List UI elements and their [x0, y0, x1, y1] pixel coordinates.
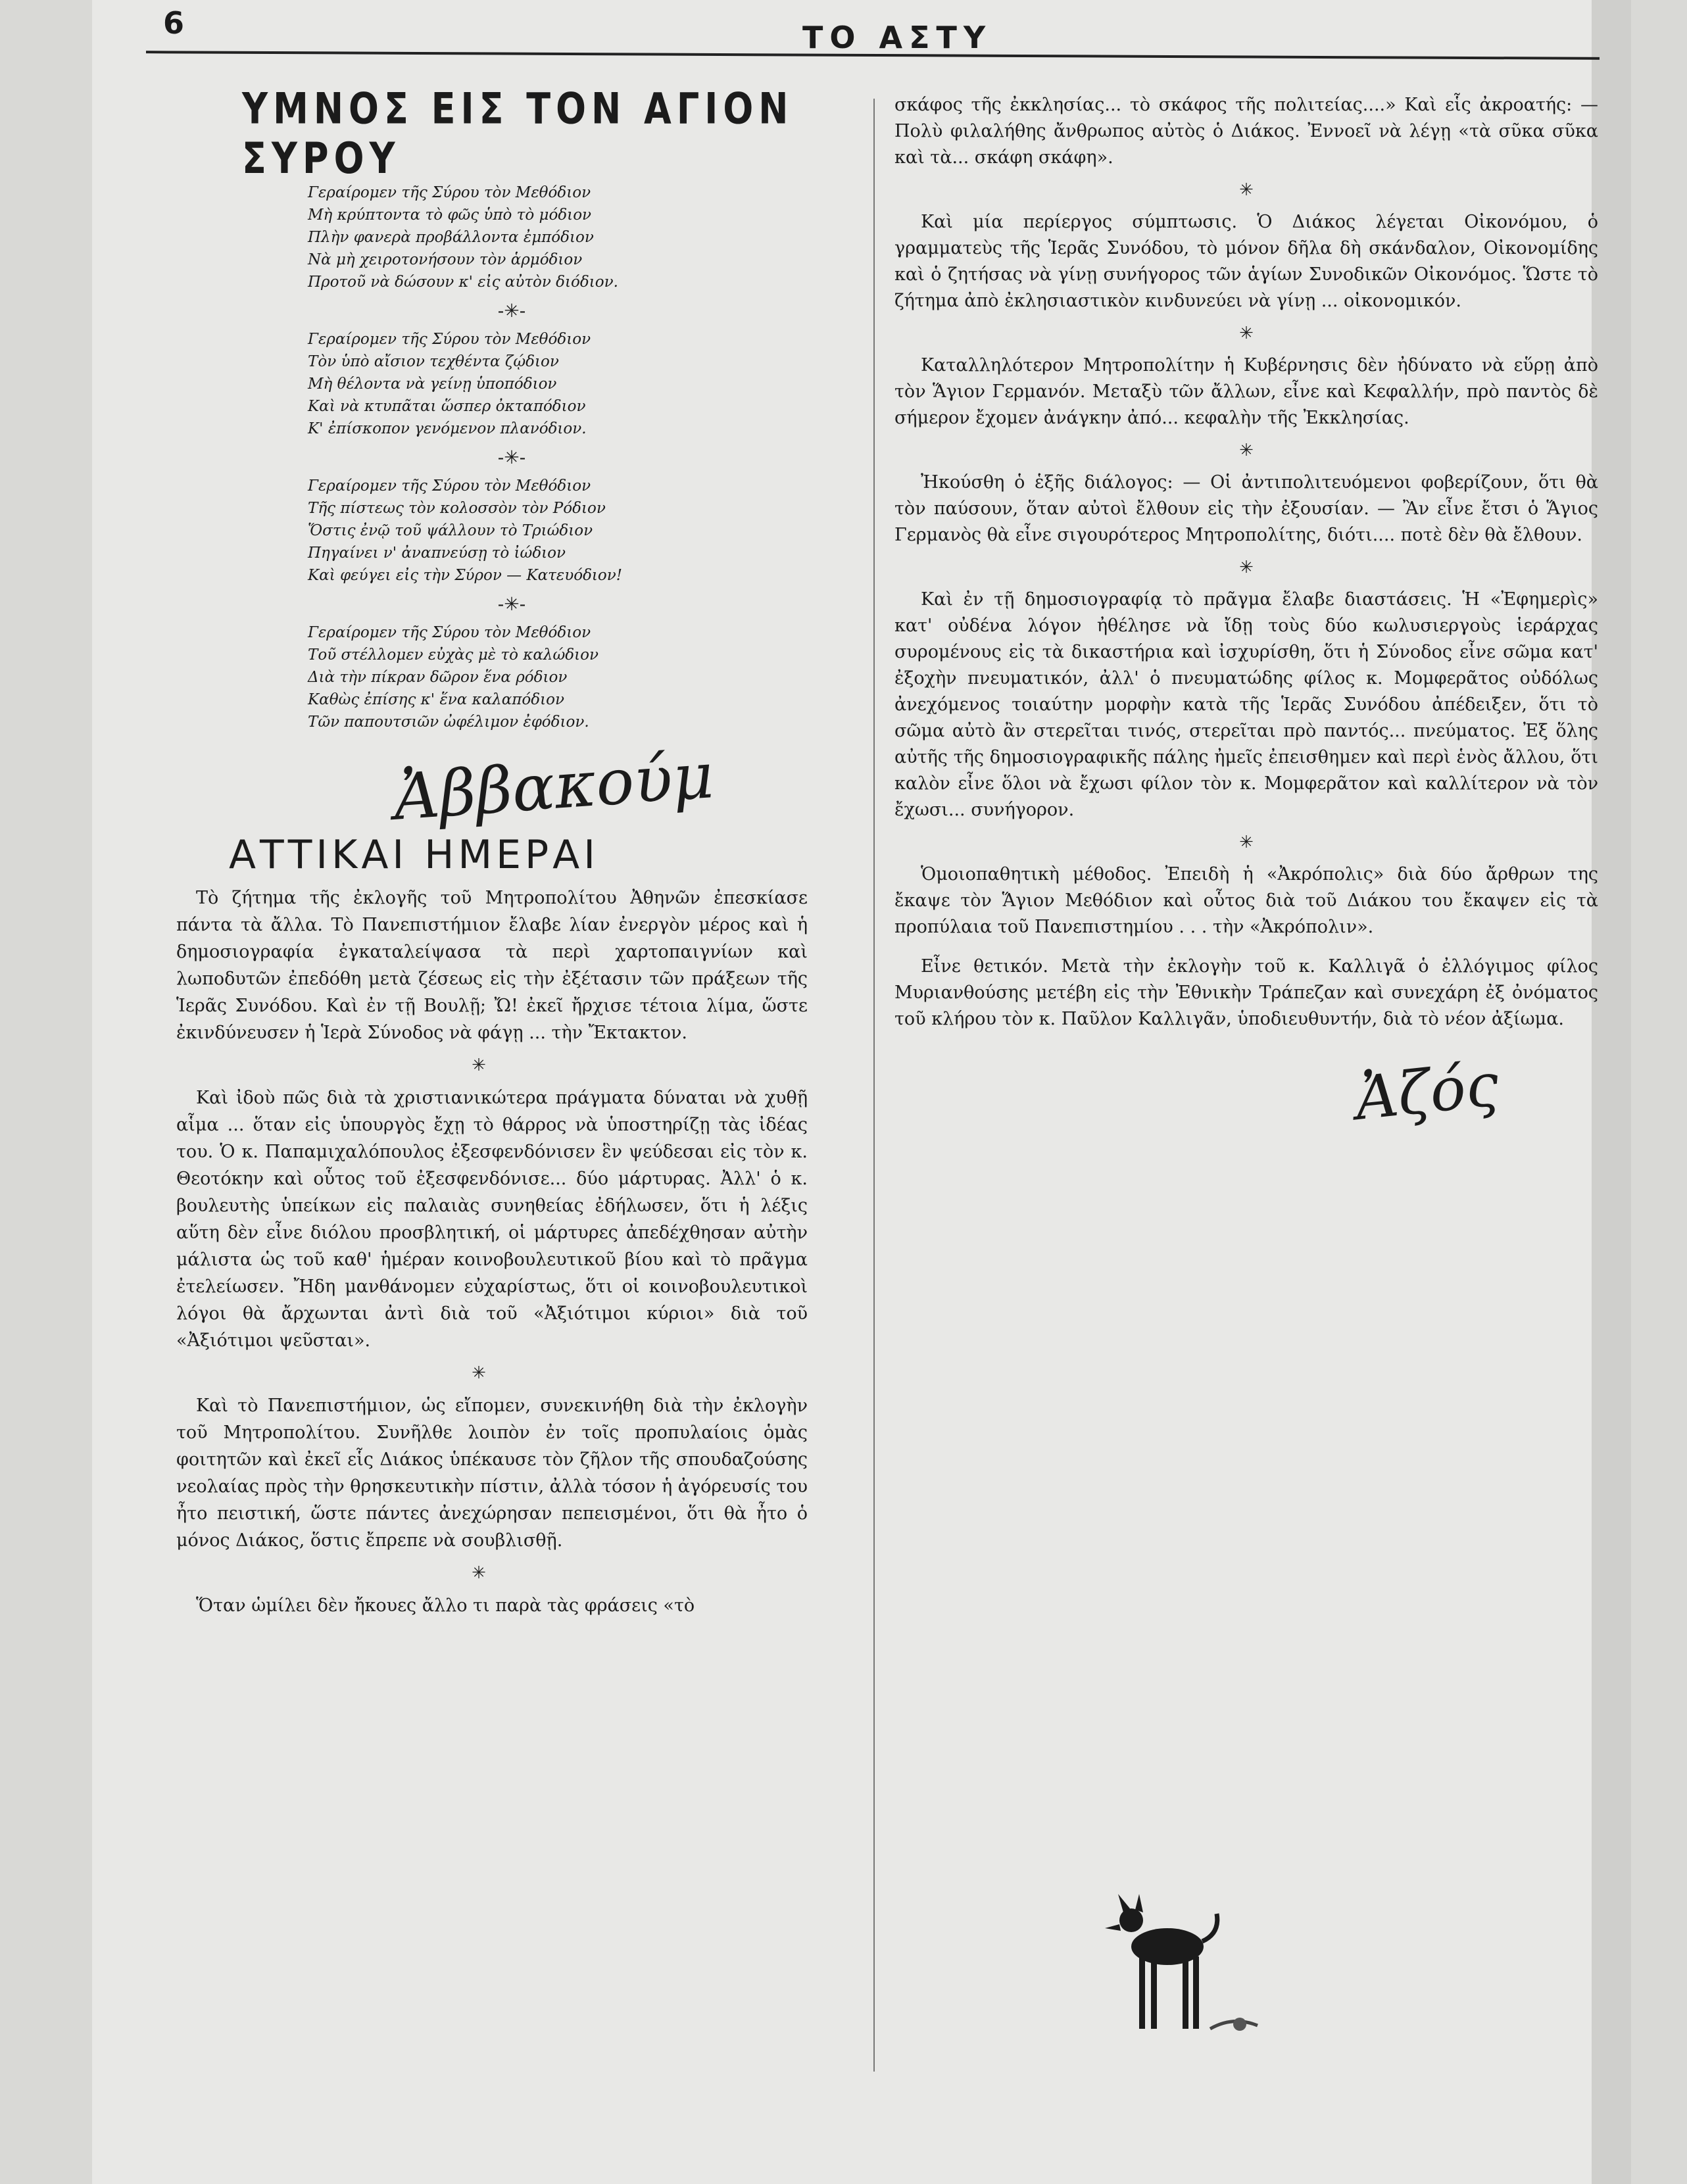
poem-line: Κ' ἐπίσκοπον γενόμενον πλανόδιον.: [308, 420, 587, 437]
article-paragraph: σκάφος τῆς ἐκκλησίας... τὸ σκάφος τῆς πολιτείας....» Καὶ εἷς ἀκροατής: — Πολὺ φιλαλήθης ἄνθρωπος αὐτὸς ὁ Διάκος. Ἐννοεῖ νὰ λέγῃ «τὰ σῦκα σῦκα καὶ τὰ... σκάφη σκάφη».: [894, 95, 1598, 168]
article-paragraph: Εἶνε θετικόν. Μετὰ τὴν ἐκλογὴν τοῦ κ. Καλλιγᾶ ὁ ἐλλόγιμος φίλος Μυριανθούσης μετέβη εἰς τὴν Ἐθνικὴν Τράπεζαν καὶ συνεχάρη ἐξ ὀνόματος τοῦ κλήρου τὸν κ. Παῦλον Καλλιγᾶν, ὑποδιευθυντήν, διὰ τὸ νέον ἀξίωμα.: [894, 956, 1598, 1029]
poem-line: Γεραίρομεν τῆς Σύρου τὸν Μεθόδιον: [308, 331, 591, 348]
article-paragraph: Τὸ ζήτημα τῆς ἐκλογῆς τοῦ Μητροπολίτου Ἀθηνῶν ἐπεσκίασε πάντα τὰ ἄλλα. Τὸ Πανεπιστήμιον ἔλαβε λίαν ἐνεργὸν μέρος καὶ ἡ δημοσιογραφία ἐγκαταλείψασα τὰ περὶ χαρτοπαιγνίων καὶ λωποδυτῶν ἐπεδόθη μετὰ ζέσεως εἰς τὴν ἐξέτασιν τῶν πράξεων τῆς Ἱερᾶς Συνόδου. Καὶ ἐν τῇ Βουλῇ; Ὤ! ἐκεῖ ἤρχισε τέτοια λίμα, ὥστε ἐκινδύνευσεν ἡ Ἱερὰ Σύνοδος νὰ φάγῃ ... τὴν Ἔκτακτον.: [176, 888, 808, 1043]
author-signature: Ἀββακούμ: [391, 739, 716, 835]
poem-line: Τῆς πίστεως τὸν κολοσσὸν τὸν Ρόδιον: [308, 500, 606, 517]
poem-line: Καθὼς ἐπίσης κ' ἕνα καλαπόδιον: [308, 691, 564, 708]
star-separator: ✳: [1239, 324, 1254, 343]
article-paragraph: Καὶ μία περίεργος σύμπτωσις. Ὁ Διάκος λέγεται Οἰκονόμου, ὁ γραμματεὺς τῆς Ἱερᾶς Συνόδου, τὸ μόνον δῆλα δὴ σκάνδαλον, Οἰκονομίδης καὶ ὁ ζητήσας νὰ γίνῃ συνήγορος τῶν ἁγίων Συνοδικῶν Οἰκονόμος. Ὥστε τὸ ζήτημα ἀπὸ ἐκλησιαστικὸν κινδυνεύει νὰ γίνῃ ... οἰκονομικόν.: [894, 212, 1598, 311]
poem-line: Καὶ φεύγει εἰς τὴν Σύρον — Κατευόδιον!: [308, 567, 623, 584]
ornament: -✳-: [497, 447, 526, 468]
right-column: [894, 92, 1598, 1134]
poem-stanza: [308, 182, 808, 293]
poem-line: Μὴ θέλοντα νὰ γείνῃ ὑποπόδιον: [308, 376, 557, 393]
article-paragraph: Καὶ τὸ Πανεπιστήμιον, ὡς εἴπομεν, συνεκινήθη διὰ τὴν ἐκλογὴν τοῦ Μητροπολίτου. Συνῆλθε λοιπὸν ἐν τοῖς προπυλαίοις ὁμὰς φοιτητῶν καὶ ἐκεῖ εἷς Διάκος ὑπέκαυσε τὸν ζῆλον τῆς σπουδαζούσης νεολαίας πρὸς τὴν θρησκευτικὴν πίστιν, ἀλλὰ τόσον ἡ ἀγόρευσίς του ἦτο πειστική, ὥστε πάντες ἀνεχώρησαν πεπεισμένοι, ὅτι θὰ ἦτο ὁ μόνος Διάκος, ὅστις ἔπρεπε νὰ σουβλισθῇ.: [176, 1395, 808, 1551]
star-separator: ✳: [1239, 441, 1254, 460]
star-separator: ✳: [1239, 180, 1254, 200]
poem-line: Νὰ μὴ χειροτονήσουν τὸν ἁρμόδιον: [308, 251, 583, 268]
poem-line: Πηγαίνει ν' ἀναπνεύσῃ τὸ ἰώδιον: [308, 545, 566, 562]
poem-line: Τοῦ στέλλομεν εὐχὰς μὲ τὸ καλώδιον: [308, 646, 599, 664]
poem-stanza: [308, 475, 808, 587]
star-separator: ✳: [1239, 558, 1254, 577]
poem-line: Τὸν ὑπὸ αἴσιον τεχθέντα ζῴδιον: [308, 353, 559, 370]
poem-stanza: [308, 621, 808, 733]
star-separator: ✳: [1239, 833, 1254, 852]
dog-illustration-icon: [1105, 1894, 1263, 2045]
poem-title: ΥΜΝΟΣ ΕΙΣ ΤΟΝ ΑΓΙΟΝ ΣΥΡΟΥ: [242, 84, 794, 183]
ornament: -✳-: [497, 593, 526, 615]
poem-line: Γεραίρομεν τῆς Σύρου τὸν Μεθόδιον: [308, 184, 591, 201]
poem-line: Προτοῦ νὰ δώσουν κ' εἰς αὐτὸν διόδιον.: [308, 274, 618, 291]
poem-line: Τῶν παπουτσιῶν ὠφέλιμον ἐφόδιον.: [308, 714, 589, 731]
star-separator: ✳: [472, 1056, 486, 1075]
article-paragraph: Καταλληλότερον Μητροπολίτην ἡ Κυβέρνησις δὲν ἠδύνατο νὰ εὕρῃ ἀπὸ τὸν Ἅγιον Γερμανόν. Μεταξὺ τῶν ἄλλων, εἶνε καὶ Κεφαλλήν, πρὸ παντὸς δὲ σήμερον ἔχομεν ἀνάγκην ἀπό... κεφαλὴν τῆς Ἐκκλησίας.: [894, 355, 1598, 428]
poem-line: Πλὴν φανερὰ προβάλλοντα ἐμπόδιον: [308, 229, 594, 246]
article-paragraph: Ὅταν ὡμίλει δὲν ἤκουες ἄλλο τι παρὰ τὰς φράσεις «τὸ: [196, 1595, 695, 1616]
masthead: ΤΟ ΑΣΤΥ: [802, 20, 992, 55]
page-number: 6: [163, 5, 185, 41]
poem-line: Καὶ νὰ κτυπᾶται ὥσπερ ὀκταπόδιον: [308, 398, 586, 415]
poem-line: Γεραίρομεν τῆς Σύρου τὸν Μεθόδιον: [308, 624, 591, 641]
poem-line: Διὰ τὴν πίκραν δῶρον ἕνα ρόδιον: [308, 669, 568, 686]
article-paragraph: Ἠκούσθη ὁ ἑξῆς διάλογος: — Οἱ ἀντιπολιτευόμενοι φοβερίζουν, ὅτι θὰ τὸν παύσουν, ὅταν αὐτοὶ ἔλθουν εἰς τὴν ἐξουσίαν. — Ἂν εἶνε ἔτσι ὁ Ἅγιος Γερμανὸς θὰ εἶνε σιγουρότερος Μητροπολίτης, διότι.... ποτὲ δὲν θὰ ἔλθουν.: [894, 472, 1598, 545]
page-header: [0, 0, 1687, 79]
left-column: [150, 85, 808, 1619]
star-separator: ✳: [472, 1363, 486, 1383]
ornament: -✳-: [497, 300, 526, 322]
article-paragraph: Ὁμοιοπαθητικὴ μέθοδος. Ἐπειδὴ ἡ «Ἀκρόπολις» διὰ δύο ἄρθρων της ἔκαψε τὸν Ἅγιον Μεθόδιον καὶ οὗτος διὰ τοῦ Διάκου του ἔκαψεν εἰς τὰ προπύλαια τοῦ Πανεπιστημίου . . . τὴν «Ἀκρόπολιν».: [894, 864, 1598, 937]
poem-line: Γεραίρομεν τῆς Σύρου τὸν Μεθόδιον: [308, 477, 591, 495]
article-paragraph: Καὶ ἰδοὺ πῶς διὰ τὰ χριστιανικώτερα πράγματα δύναται νὰ χυθῇ αἷμα ... ὅταν εἰς ὑπουργὸς ἔχῃ τὸ θάρρος νὰ ὑποστηρίζῃ τὰς ἰδέας του. Ὁ κ. Παπαμιχαλόπουλος ἐξεσφενδόνισεν ἓν ψεύδεσαι εἰς τὸν κ. Θεοτόκην καὶ οὗτος τοῦ ἐξεσφενδόνισε... δύο μάρτυρας. Ἀλλ' ὁ κ. βουλευτὴς ὑπείκων εἰς παλαιὰς συνηθείας ἐδήλωσεν, ὅτι ἡ λέξις αὕτη δὲν εἶνε διόλου προσβλητική, οἱ μάρτυρες ἀπεδέχθησαν αὐτὴν μάλιστα ὡς τοῦ καθ' ἡμέραν κοινοβουλευτικοῦ βίου καὶ τὸ πρᾶγμα ἐτελείωσεν. Ἤδη μανθάνομεν εὐχαρίστως, ὅτι οἱ κοινοβουλευτικοὶ λόγοι θὰ ἄρχωνται ἀντὶ διὰ τοῦ «Ἀξιότιμοι κύριοι» διὰ τοῦ «Ἀξιότιμοι ψεῦσται».: [176, 1088, 808, 1351]
poem-line: Μὴ κρύπτοντα τὸ φῶς ὑπὸ τὸ μόδιον: [308, 206, 592, 224]
poem-line: Ὅστις ἐνῷ τοῦ ψάλλουν τὸ Τριώδιον: [308, 522, 593, 539]
article-paragraph: Καὶ ἐν τῇ δημοσιογραφίᾳ τὸ πρᾶγμα ἔλαβε διαστάσεις. Ἡ «Ἐφημερὶς» κατ' οὐδένα λόγον ἠθέλησε νὰ ἴδῃ τοὺς δύο κωλυσιεργοὺς ἱεράρχας συρομένους εἰς τὰ δικαστήρια καὶ ἰσχυρίσθη, ὅτι ἡ Σύνοδος εἶνε σῶμα κατ' ἐξοχὴν πνευματικόν, ἀλλ' ὁ πνευματώδης φίλος κ. Μομφερᾶτος οὐδόλως ἀνεχόμενος τοιαύτην μορφὴν κατὰ τῆς Ἱερᾶς Συνόδου ἀπέδειξεν, ὅτι τὸ σῶμα αὐτὸ ἂν στερεῖται τινός, στερεῖται πρὸ παντός... πνεύματος. Ἐξ ὅλης αὐτῆς τῆς δημοσιογραφικῆς πάλης ἠμεῖς ἐπεισθημεν καὶ περὶ ἑνὸς ἄλλου, ὅτι καλὸν εἶνε ὅλοι νὰ ἔχωσι φίλον τὸν κ. Μομφερᾶτον καὶ καλλίτερον νὰ τὸν ἔχωσι... συνήγορον.: [894, 589, 1598, 820]
section-title: ΑΤΤΙΚΑΙ ΗΜΕΡΑΙ: [229, 832, 599, 878]
poem-stanza: [308, 328, 808, 440]
column-divider: [873, 99, 875, 2072]
star-separator: ✳: [472, 1563, 486, 1583]
author-signature: Ἀζός: [1352, 1050, 1502, 1134]
